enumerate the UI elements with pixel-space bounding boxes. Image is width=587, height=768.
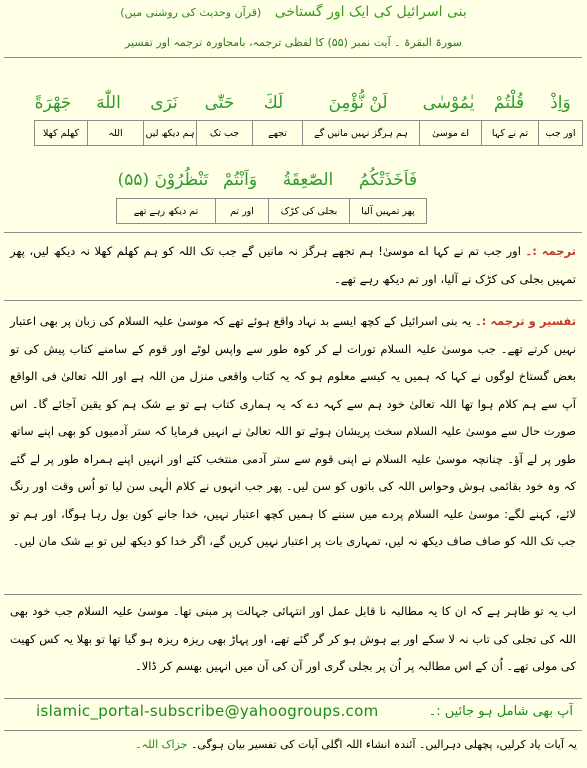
closing-text: یہ آیات یاد کرلیں، پچھلی دہرالیں۔ آئندہ انشاء اللہ اگلی آیات کی تفسیر بیان ہوگی۔ [190,738,577,751]
gloss-cell: پھر تمہیں آلیا [349,198,427,224]
gloss-cell: بجلی کی کڑک [268,198,350,224]
tafseer-conclusion [10,598,576,681]
divider [4,730,582,731]
title-sub: (قرآن وحدیث کی روشنی میں) [120,6,262,19]
gloss-cell: اللہ [87,120,144,146]
gloss-cell: اور تم [215,198,269,224]
divider [4,300,582,301]
subscribe-email-link[interactable]: islamic_portal-subscribe@yahoogroups.com [36,702,379,720]
arabic-word: قُلْتُمْ [493,93,525,113]
gloss-cell: ہم دیکھ لیں [143,120,197,146]
thanks-text: جزاک اللہ۔ [135,738,188,751]
arabic-word: يٰمُوْسٰى [422,93,475,113]
arabic-word: لَكَ [263,93,284,113]
title-main: بنی اسرائیل کی ایک اور گستاخی [274,4,467,20]
arabic-word: تَنْظُرُوْنَ (۵۵) [117,170,209,190]
arabic-word: حَتّٰى [204,93,235,113]
divider [4,57,582,58]
page-subtitle: سورۃ البقرۃ ۔ آیت نمبر (۵۵) کا لفظی ترجمہ، بامحاورہ ترجمہ اور تفسیر [124,36,463,49]
word-grid-row2-arabic [113,165,427,195]
gloss-cell: جب تک [196,120,253,146]
divider [4,594,582,595]
tafseer-text-2: اب یہ تو ظاہر ہے کہ ان کا یہ مطالبہ نا قابل عمل اور انتہائی جہالت پر مبنی تھا۔ موسیٰ علیہ السلام جب خود بھی اللہ کی تجلی کی تاب نہ لا سکے اور بے ہوش ہو کر گر گئے تھے، اور پہاڑ بھی ریزہ ریزہ ہو گیا تھا تو بھلا یہ کس کھیت کی مولی تھے۔ اُن کے اس مطالبہ پر اُن پر بجلی گری اور آن کی آن میں انہیں بھسم کر ڈالا۔ [10,604,576,673]
arabic-word: الصّٰعِقَةُ [282,170,334,190]
arabic-word: اللّٰهَ [96,93,121,113]
gloss-cell: ہم ہرگز نہیں مانیں گے [302,120,420,146]
arabic-word: لَنْ نُّؤْمِنَ [328,93,388,113]
gloss-cell: تم نے کہا [481,120,539,146]
tafseer-paragraph [10,308,576,556]
page-title [0,4,587,20]
translation-paragraph [10,238,576,293]
gloss-cell: کھلم کھلا [34,120,88,146]
arabic-word: نَرَى [150,93,178,113]
translation-text: اور جب تم نے کہا اے موسیٰ! ہم تجھے ہرگز نہ مانیں گے جب تک اللہ کو ہم کھلم کھلا نہ دیکھ لیں، پھر تمہیں بجلی کی کڑک نے آلیا، اور تم دیکھ رہے تھے۔ [10,244,576,286]
gloss-cell: تم دیکھ رہے تھے [116,198,216,224]
tafseer-text-1: یہ بنی اسرائیل کے کچھ ایسے بد نہاد واقع ہوئے تھے کہ موسیٰ علیہ السلام کی زبان پر بھی اعتبار نہیں کرتے تھے۔ جب موسیٰ علیہ السلام تورات لے کر کوہ طور سے واپس لوٹے اور قوم کے سامنے کتاب پیش کی تو بعض گستاخ لوگوں نے کہا کہ ہمیں یہ کیسے معلوم ہو کہ یہ کتاب واقعی منزل من اللہ ہے اور اللہ تعالیٰ فی الواقع آپ سے ہم کلام ہوا تھا اللہ تعالیٰ خود ہم سے کہہ دے کہ یہ ہماری کتاب ہے تو بے شک ہم کو یقین آجائے گا۔ اس صورت حال سے موسیٰ علیہ السلام سخت پریشان ہوئے تو اللہ تعالیٰ نے انہیں فرمایا کہ ستر آدمیوں کو بھی اپنے ساتھ طور پر لے آؤ۔ چنانچہ موسیٰ علیہ السلام نے اپنی قوم سے ستر آدمی منتخب کئے اور انہیں اپنے ہمراہ طور پر لے گئے کہ وہ خود بقائمی ہوش وحواس اللہ کی باتوں کو سن لیں۔ پھر جب انہوں نے کلام الٰہی سن لیا تو اُس وقت اور رنگ لائے، کہنے لگے: موسیٰ علیہ السلام پردے میں سننے کا ہمیں کچھ اعتبار نہیں، خدا جانے کون بول رہا ہوگا، اور ہم تو جب تک اللہ کو صاف صاف دیکھ نہ لیں، تمہاری بات پر اعتبار نہیں کریں گے، اگر خدا کو دیکھ لیں تو بے شک مان لیں۔ [10,314,576,548]
word-grid-row1-gloss [35,120,583,146]
word-grid-row2-gloss [117,198,427,224]
divider [4,698,582,699]
gloss-cell: اے موسیٰ [419,120,482,146]
join-text: آپ بھی شامل ہو جائیں :۔ [428,704,573,719]
arabic-word: وَاَنْتُمْ [222,170,258,190]
translation-label: ترجمہ :۔ [525,244,576,258]
tafseer-label: تفسیر و ترجمہ :۔ [474,314,577,328]
subscribe-line [0,700,587,726]
arabic-word: فَاَخَذَتْكُمُ [358,170,418,190]
arabic-word: وَاِذْ [550,93,571,113]
divider [4,232,582,233]
gloss-cell: تجھے [252,120,303,146]
closing-line [10,738,577,751]
gloss-cell: اور جب [538,120,583,146]
word-grid-row1-arabic [26,88,583,118]
arabic-word: جَهْرَةً [34,93,72,113]
